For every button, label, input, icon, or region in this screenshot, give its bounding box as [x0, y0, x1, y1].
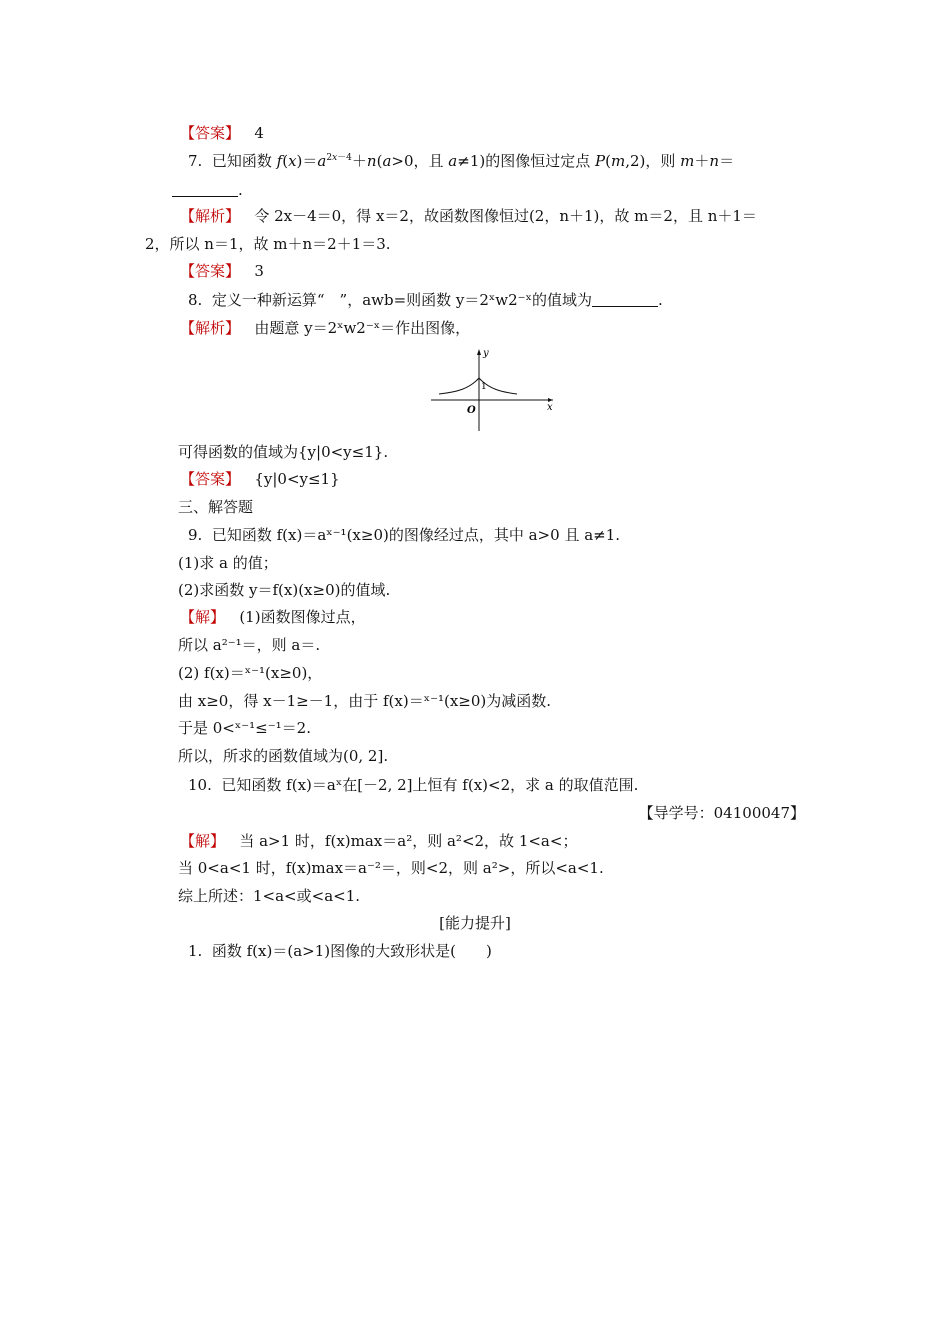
q7-stem: 7. 已知函数 $f(x)=a^{2x-4}+n(a>0$，且 a≠1)的图像恒过定点 P(m,2)，则 m＋n＝ — [188, 152, 735, 170]
q9-part1: (1)求 a 的值； — [178, 554, 278, 572]
q7-analysis-1: 【解析】 令 2x－4＝0，得 x＝2，故函数图像恒过(2，n＋1)，故 m＝2，且 n＋1＝ — [180, 207, 757, 225]
guide-number: 【导学号：04100047】 — [638, 804, 805, 822]
function-graph — [425, 345, 560, 437]
q10-solution-3: 综上所述：1<a<或<a<1. — [178, 887, 361, 905]
answer-blank — [592, 292, 658, 307]
q9-solution-4: 由 x≥0，得 x－1≥－1，由于 f(x)＝ˣ⁻¹(x≥0)为减函数. — [178, 692, 552, 710]
q9-part2: (2)求函数 y＝f(x)(x≥0)的值域. — [178, 581, 391, 599]
q9-solution-3: (2) f(x)＝ˣ⁻¹(x≥0)， — [178, 664, 323, 682]
solution-tag: 【解】 — [180, 608, 226, 626]
q9-stem: 9. 已知函数 f(x)＝aˣ⁻¹(x≥0)的图像经过点，其中 a>0 且 a≠1. — [188, 526, 621, 544]
q10-solution-1: 【解】 当 a>1 时，f(x)max＝a²，则 a²<2，故 1<a<； — [180, 832, 578, 850]
q8-analysis: 【解析】 由题意 y＝2ˣw2⁻ˣ＝作出图像， — [180, 319, 471, 337]
q6-answer-line — [180, 123, 264, 143]
answer-value: 4 — [254, 124, 264, 142]
q9-solution-1: 【解】 (1)函数图像过点， — [180, 608, 366, 626]
q7-answer-line: 【答案】 3 — [180, 262, 264, 280]
q8-conclusion: 可得函数的值域为{y|0<y≤1}. — [178, 443, 389, 461]
q9-solution-6: 所以，所求的函数值域为(0, 2]. — [178, 747, 389, 765]
q8-stem: 8. 定义一种新运算“ ”，awb=则函数 y＝2ˣw2⁻ˣ的值域为 . — [188, 291, 663, 309]
q9-solution-5: 于是 0<ˣ⁻¹≤⁻¹＝2. — [178, 719, 311, 737]
answer-blank — [172, 182, 238, 197]
answer-tag: 【答案】 — [180, 124, 241, 142]
p1-stem: 1. 函数 f(x)＝(a>1)图像的大致形状是( ) — [188, 942, 492, 960]
q10-solution-2: 当 0<a<1 时，f(x)max＝a⁻²＝，则<2，则 a²>，所以<a<1. — [178, 859, 604, 877]
q7-blank-line: . — [172, 180, 243, 200]
x-axis-label: x — [547, 402, 553, 413]
analysis-tag: 【解析】 — [180, 207, 241, 225]
y-axis-label: y — [483, 348, 489, 359]
q8-answer-line: 【答案】 {y|0<y≤1} — [180, 470, 340, 488]
q9-solution-2: 所以 a²⁻¹＝，则 a＝. — [178, 636, 321, 654]
section-heading: 三、解答题 — [178, 498, 254, 516]
y-intercept-label: 1 — [481, 382, 487, 392]
ability-heading: [能力提升] — [439, 914, 511, 932]
question-number: 7. — [188, 152, 203, 170]
q10-stem: 10. 已知函数 f(x)＝aˣ在[－2, 2]上恒有 f(x)<2，求 a 的取值范围. — [188, 776, 639, 794]
q7-text: 已知函数 — [211, 152, 272, 170]
origin-label: O — [467, 405, 476, 416]
q7-analysis-2: 2，所以 n＝1，故 m＋n＝2＋1＝3. — [145, 235, 391, 253]
